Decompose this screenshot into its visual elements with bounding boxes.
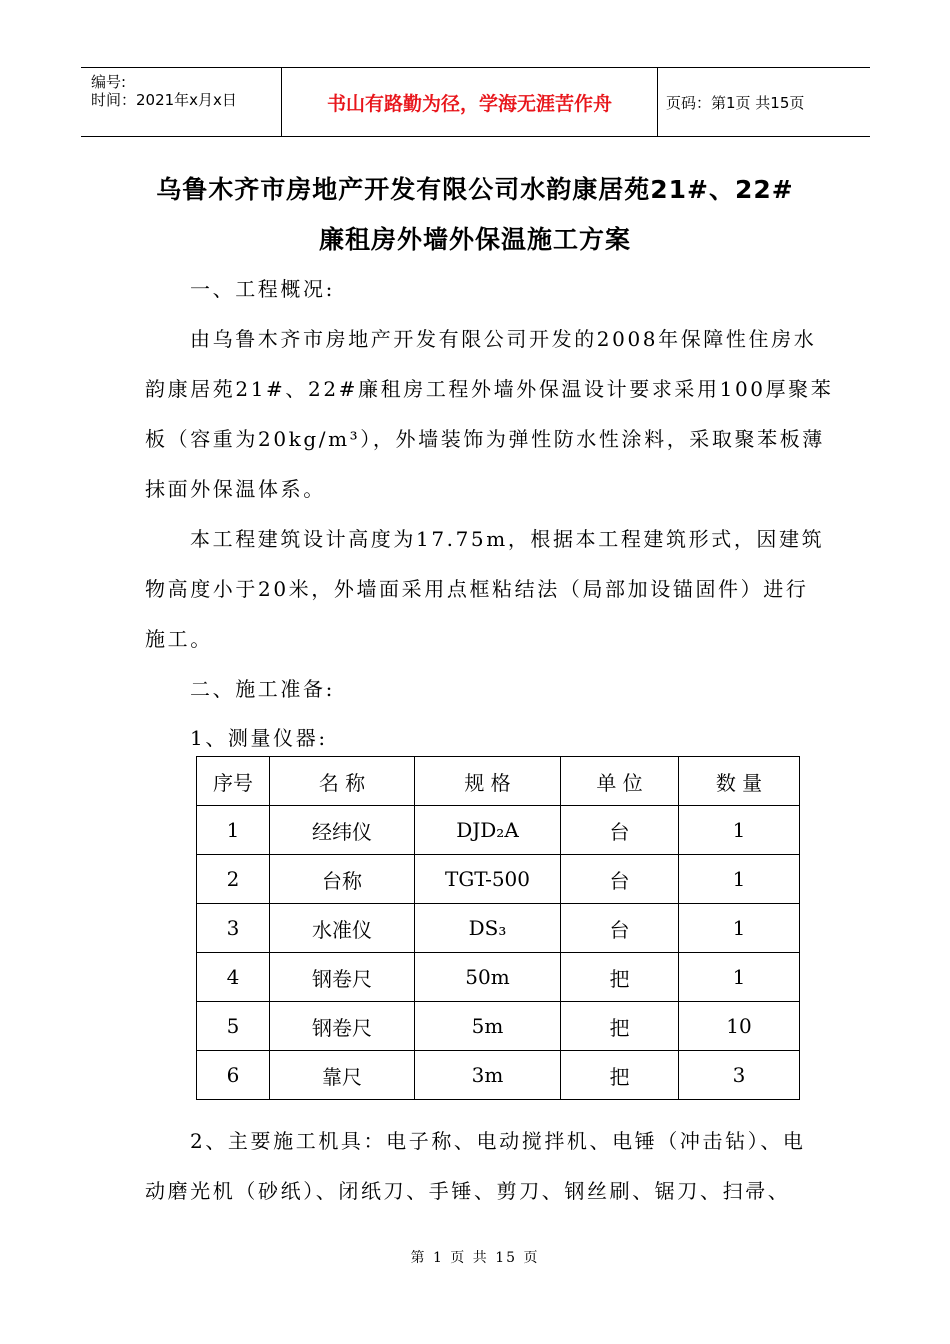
document-title-line2: 廉租房外墙外保温施工方案 xyxy=(318,225,631,254)
table-cell: 1 xyxy=(197,806,270,855)
table-cell: 1 xyxy=(679,953,800,1002)
paragraph-line: 韵康居苑21#、22#廉租房工程外墙外保温设计要求采用100厚聚苯 xyxy=(145,377,834,401)
header-page-label: 页码：第1页 共15页 xyxy=(666,93,805,112)
table-header-cell: 数 量 xyxy=(679,757,800,806)
subsection-heading: 1、测量仪器: xyxy=(190,726,328,750)
table-cell: 3m xyxy=(415,1051,561,1100)
table-cell: 台称 xyxy=(270,855,415,904)
section-heading: 二、施工准备: xyxy=(190,677,335,701)
table-cell: TGT-500 xyxy=(415,855,561,904)
table-header-cell: 名 称 xyxy=(270,757,415,806)
table-header-cell: 规 格 xyxy=(415,757,561,806)
paragraph-line: 施工。 xyxy=(145,627,213,651)
table-row xyxy=(197,806,800,855)
table-row xyxy=(197,855,800,904)
paragraph-line: 物高度小于20米，外墙面采用点框粘结法（局部加设锚固件）进行 xyxy=(145,577,809,601)
header-meta xyxy=(81,68,281,136)
table-cell: 6 xyxy=(197,1051,270,1100)
paragraph-line: 本工程建筑设计高度为17.75m，根据本工程建筑形式，因建筑 xyxy=(190,527,825,551)
table-cell: 10 xyxy=(679,1002,800,1051)
table-cell: 50m xyxy=(415,953,561,1002)
table-header-cell: 单 位 xyxy=(561,757,679,806)
document-header xyxy=(81,67,870,137)
section-heading: 一、工程概况: xyxy=(190,277,335,301)
table-row xyxy=(197,1051,800,1100)
table-cell: 把 xyxy=(561,953,679,1002)
instrument-table xyxy=(196,756,800,1100)
header-divider xyxy=(657,68,658,136)
table-header-row xyxy=(197,757,800,806)
table-cell: 台 xyxy=(561,904,679,953)
table-cell: 3 xyxy=(679,1051,800,1100)
table-cell: 把 xyxy=(561,1002,679,1051)
table-cell: 1 xyxy=(679,806,800,855)
table-cell: 台 xyxy=(561,806,679,855)
table-cell: 钢卷尺 xyxy=(270,953,415,1002)
table-cell: 靠尺 xyxy=(270,1051,415,1100)
table-cell: 5m xyxy=(415,1002,561,1051)
table-cell: 1 xyxy=(679,904,800,953)
table-cell: 4 xyxy=(197,953,270,1002)
table-cell: 把 xyxy=(561,1051,679,1100)
number-label: 编号: xyxy=(91,73,127,91)
table-header-cell: 序号 xyxy=(197,757,270,806)
table-row xyxy=(197,1002,800,1051)
paragraph-line: 由乌鲁木齐市房地产开发有限公司开发的2008年保障性住房水 xyxy=(190,327,817,351)
table-cell: 水准仪 xyxy=(270,904,415,953)
table-row xyxy=(197,953,800,1002)
table-cell: 经纬仪 xyxy=(270,806,415,855)
paragraph-line: 动磨光机（砂纸）、闭纸刀、手锤、剪刀、钢丝刷、锯刀、扫帚、 xyxy=(145,1179,791,1203)
table-cell: DS₃ xyxy=(415,904,561,953)
table-row xyxy=(197,904,800,953)
header-motto: 书山有路勤为径，学海无涯苦作舟 xyxy=(326,92,612,115)
table-cell: 5 xyxy=(197,1002,270,1051)
table-cell: 台 xyxy=(561,855,679,904)
paragraph-line: 2、主要施工机具：电子称、电动搅拌机、电锤（冲击钻）、电 xyxy=(190,1129,806,1153)
table-cell: DJD₂A xyxy=(415,806,561,855)
table-cell: 3 xyxy=(197,904,270,953)
time-label: 时间：2021年x月x日 xyxy=(91,91,237,109)
document-title-line1: 乌鲁木齐市房地产开发有限公司水韵康居苑21#、22# xyxy=(156,175,794,204)
paragraph-line: 抹面外保温体系。 xyxy=(145,477,326,501)
table-cell: 钢卷尺 xyxy=(270,1002,415,1051)
table-cell: 1 xyxy=(679,855,800,904)
table-cell: 2 xyxy=(197,855,270,904)
paragraph-line: 板（容重为20kg/m³），外墙装饰为弹性防水性涂料，采取聚苯板薄 xyxy=(145,427,825,451)
page-footer: 第 1 页 共 15 页 xyxy=(410,1250,540,1266)
